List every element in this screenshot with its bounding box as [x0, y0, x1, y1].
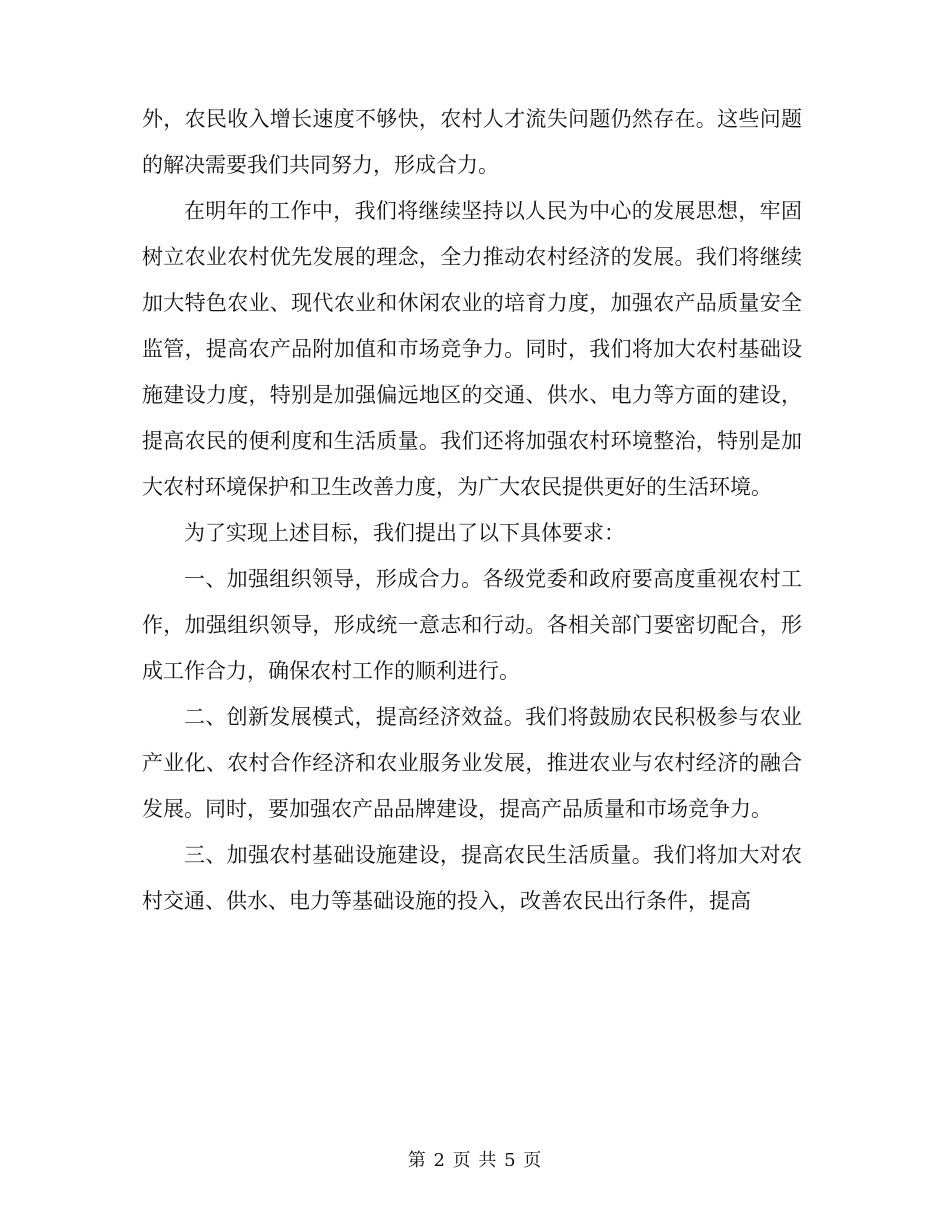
document-body: [142, 96, 802, 924]
paragraph-next-year-work: 在明年的工作中，我们将继续坚持以人民为中心的发展思想，牢固树立农业农村优先发展的理念，全力推动农村经济的发展。我们将继续加大特色农业、现代农业和休闲农业的培育力度，加强农产品质量安全监管，提高农产品附加值和市场竞争力。同时，我们将加大农村基础设施建设力度，特别是加强偏远地区的交通、供水、电力等方面的建设，提高农民的便利度和生活质量。我们还将加强农村环境整治，特别是加大农村环境保护和卫生改善力度，为广大农民提供更好的生活环境。: [142, 199, 802, 499]
paragraph-requirement-2: 二、创新发展模式，提高经济效益。我们将鼓励农民积极参与农业产业化、农村合作经济和农业服务业发展，推进农业与农村经济的融合发展。同时，要加强农产品品牌建设，提高产品质量和市场竞争力。: [142, 705, 802, 821]
paragraph-requirement-1: 一、加强组织领导，形成合力。各级党委和政府要高度重视农村工作，加强组织领导，形成统一意志和行动。各相关部门要密切配合，形成工作合力，确保农村工作的顺利进行。: [142, 567, 802, 683]
paragraph-requirement-3: 三、加强农村基础设施建设，提高农民生活质量。我们将加大对农村交通、供水、电力等基础设施的投入，改善农民出行条件，提高: [142, 843, 802, 913]
page-number-footer: 第 2 页 共 5 页: [407, 1150, 543, 1171]
paragraph-continuation: 外，农民收入增长速度不够快，农村人才流失问题仍然存在。这些问题的解决需要我们共同努力，形成合力。: [142, 107, 802, 177]
paragraph-requirements-intro: 为了实现上述目标，我们提出了以下具体要求：: [184, 521, 625, 545]
